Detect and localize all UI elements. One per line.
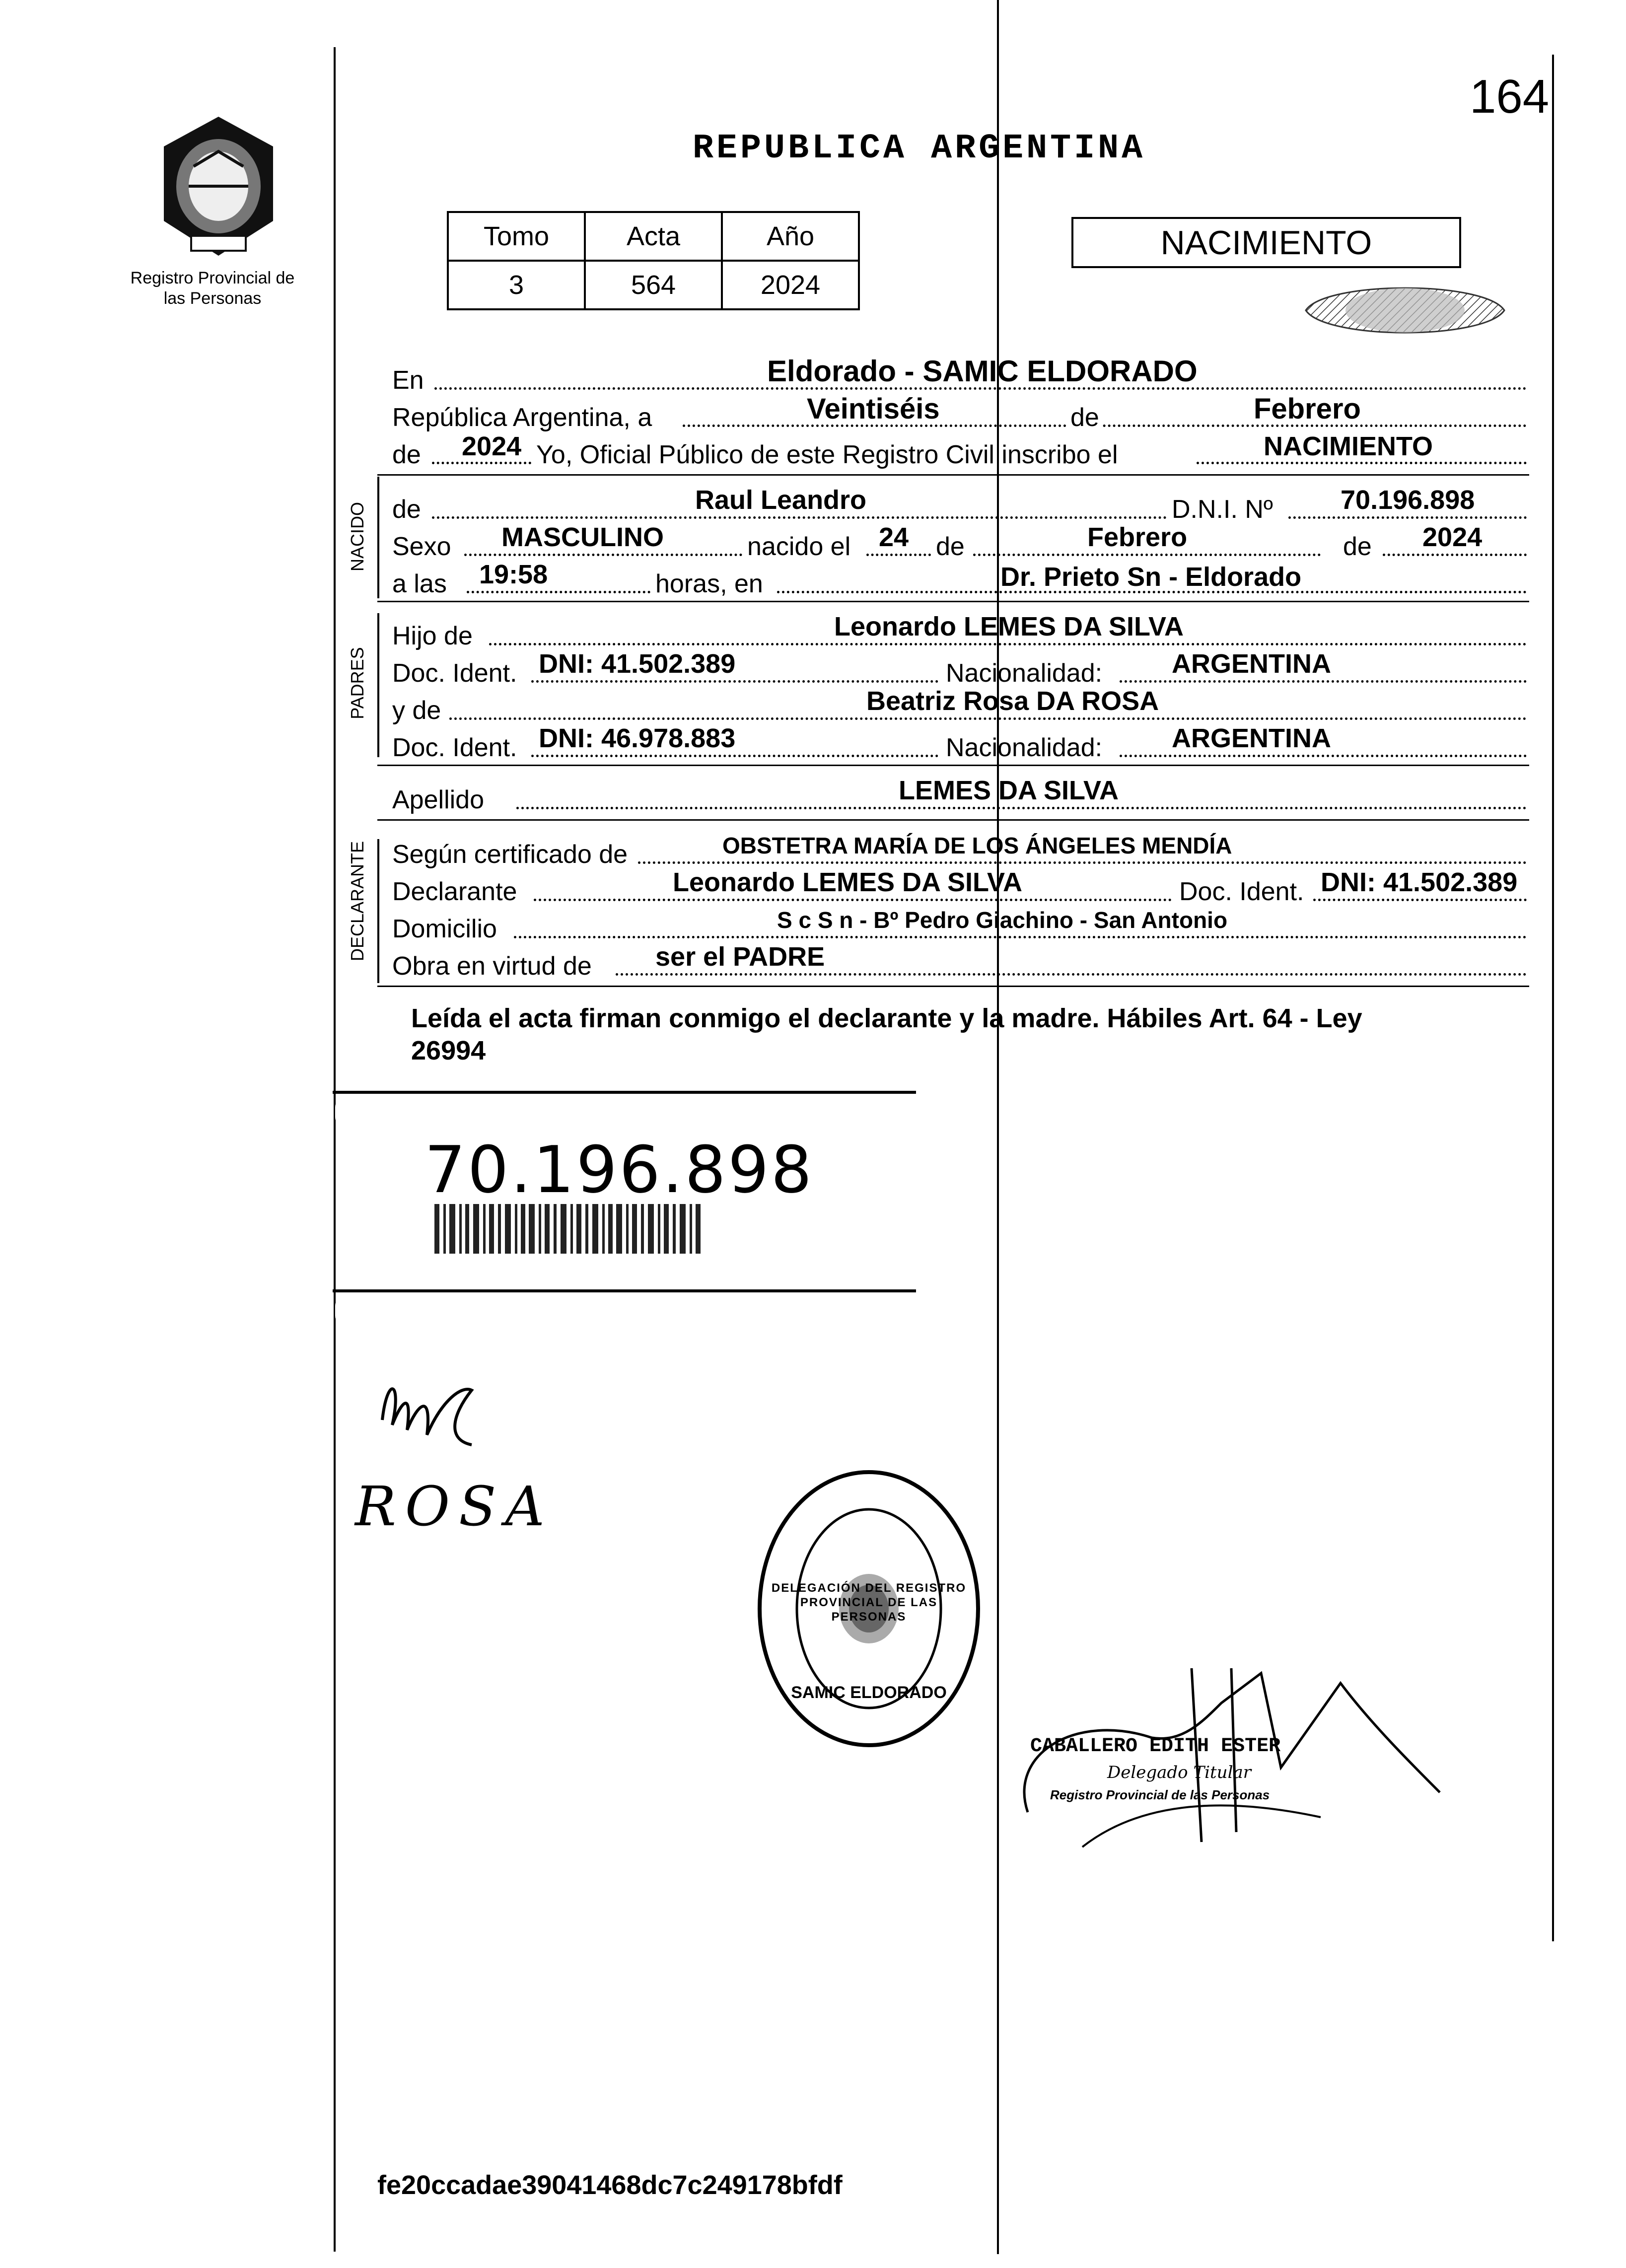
- padres-bracket: [377, 613, 379, 757]
- logo-label: Registro Provincial de las Personas: [130, 269, 295, 308]
- official-office: Registro Provincial de las Personas: [1050, 1787, 1270, 1802]
- name-dots: [432, 516, 1167, 519]
- birth-day-dots: [866, 554, 931, 556]
- table-header-acta: Acta: [585, 212, 722, 261]
- rule-4: [377, 819, 1529, 821]
- birth-place-value: Dr. Prieto Sn - Eldorado: [1000, 562, 1302, 592]
- sticker-mark-7: R: [365, 1297, 385, 1327]
- birth-day-value: 24: [879, 522, 909, 552]
- address-value: S c S n - Bº Pedro Giachino - San Antonio: [777, 907, 1228, 933]
- father-doc-dots: [531, 680, 938, 683]
- mother-nationality-value: ARGENTINA: [1172, 723, 1331, 753]
- surname-value: LEMES DA SILVA: [899, 776, 1119, 805]
- born-label: nacido el: [747, 532, 851, 561]
- year-dots: [432, 462, 531, 464]
- name-value: Raul Leandro: [695, 485, 867, 515]
- sex-dots: [464, 554, 742, 556]
- by-virtue-value: ser el PADRE: [655, 942, 825, 972]
- mother-written-name: ROSA: [355, 1475, 554, 1538]
- table-value-acta: 564: [585, 261, 722, 309]
- registry-table: [447, 211, 860, 310]
- official-text: Yo, Oficial Público de este Registro Civil inscribo el: [536, 440, 1118, 469]
- de-label-3: de: [392, 495, 421, 524]
- mother-nationality-label: Nacionalidad:: [946, 733, 1103, 762]
- footer-hash: fe20ccadae39041468dc7c249178bfdf: [377, 2170, 843, 2200]
- declarant-doc-dots: [1313, 899, 1527, 901]
- de-label-5: de: [1343, 532, 1372, 561]
- father-value: Leonardo LEMES DA SILVA: [834, 612, 1184, 641]
- republic-label: República Argentina, a: [392, 403, 652, 432]
- section-nacido: NACIDO: [347, 502, 367, 572]
- address-label: Domicilio: [392, 915, 497, 943]
- doc-type-box: NACIMIENTO: [1071, 217, 1461, 268]
- center-fold-line: [997, 0, 999, 2254]
- mother-doc-dots: [531, 755, 938, 757]
- mother-signature: [372, 1360, 521, 1450]
- table-value-ano: 2024: [722, 261, 859, 309]
- table-header-tomo: Tomo: [448, 212, 585, 261]
- declarant-doc-label: Doc. Ident.: [1179, 877, 1304, 906]
- place-value: Eldorado - SAMIC ELDORADO: [767, 354, 1198, 388]
- declarant-label: Declarante: [392, 877, 517, 906]
- at-label: a las: [392, 569, 447, 598]
- sticker-number: 70.196.898: [424, 1132, 814, 1207]
- year-value: 2024: [462, 431, 522, 461]
- rule-3: [377, 765, 1529, 766]
- page-number: 164: [1470, 70, 1550, 123]
- sticker-mark-5: R: [742, 1098, 762, 1128]
- cert-value: OBSTETRA MARÍA DE LOS ÁNGELES MENDÍA: [722, 833, 1232, 858]
- surname-dots: [516, 807, 1527, 809]
- dni-label: D.N.I. Nº: [1172, 495, 1273, 524]
- de-label-4: de: [936, 532, 965, 561]
- sticker-mark-11: R: [742, 1297, 762, 1327]
- and-label: y de: [392, 696, 441, 725]
- rule-1: [377, 474, 1529, 476]
- day-words-value: Veintiséis: [807, 393, 940, 425]
- section-declarante: DECLARANTE: [347, 841, 367, 961]
- hours-label: horas, en: [655, 569, 763, 598]
- closing-text-2: 26994: [411, 1036, 486, 1065]
- closing-text: Leída el acta firman conmigo el declarante y la madre. Hábiles Art. 64 - Ley: [411, 1003, 1362, 1033]
- stamp-ring-text: DELEGACIÓN DEL REGISTRO PROVINCIAL DE LAS PERSONAS: [771, 1581, 967, 1624]
- sticker-mark-4: R: [648, 1098, 668, 1128]
- official-role: Delegado Titular: [1107, 1763, 1251, 1782]
- father-dots: [489, 643, 1527, 645]
- official-name: CABALLERO EDITH ESTER: [1030, 1735, 1281, 1758]
- father-nationality-label: Nacionalidad:: [946, 659, 1103, 688]
- birth-month-value: Febrero: [1087, 522, 1188, 552]
- sticker-mark-8: R: [459, 1297, 479, 1327]
- security-stamp: [1296, 271, 1514, 350]
- country-title: REPUBLICA ARGENTINA: [693, 129, 1146, 168]
- sticker-mark-3: R: [554, 1098, 573, 1128]
- declarante-bracket: [377, 839, 379, 983]
- province-logo: [144, 112, 293, 261]
- sex-value: MASCULINO: [501, 522, 664, 552]
- sex-label: Sexo: [392, 532, 451, 561]
- section-padres: PADRES: [347, 647, 367, 719]
- sticker-mark-6: R: [837, 1098, 856, 1128]
- father-doc-value: DNI: 41.502.389: [539, 649, 736, 679]
- rule-2: [377, 601, 1529, 602]
- declarant-doc-value: DNI: 41.502.389: [1321, 867, 1518, 897]
- birth-year-dots: [1383, 554, 1527, 556]
- mother-doc-label: Doc. Ident.: [392, 733, 517, 762]
- father-nationality-value: ARGENTINA: [1172, 649, 1331, 679]
- birth-month-dots: [973, 554, 1321, 556]
- mother-nationality-dots: [1120, 755, 1527, 757]
- nacido-bracket: [377, 477, 379, 598]
- father-nationality-dots: [1120, 680, 1527, 683]
- sticker-mark-10: R: [648, 1297, 668, 1327]
- by-virtue-dots: [616, 973, 1527, 976]
- mother-dots: [449, 717, 1527, 720]
- de-label-2: de: [392, 440, 421, 469]
- sticker-mark-12: R: [837, 1297, 856, 1327]
- dni-value: 70.196.898: [1341, 485, 1475, 515]
- address-dots: [514, 936, 1527, 938]
- mother-doc-value: DNI: 46.978.883: [539, 723, 736, 753]
- declarant-dots: [534, 899, 1172, 901]
- sticker-mark-9: R: [554, 1297, 573, 1327]
- de-label-1: de: [1067, 405, 1102, 430]
- stamp-inner-text: SAMIC ELDORADO: [791, 1683, 947, 1702]
- table-value-tomo: 3: [448, 261, 585, 309]
- birth-year-value: 2024: [1422, 522, 1483, 552]
- en-label: En: [392, 366, 424, 395]
- time-dots: [467, 591, 650, 593]
- mother-value: Beatriz Rosa DA ROSA: [866, 686, 1159, 716]
- dni-dots: [1288, 516, 1527, 519]
- event-dots: [1197, 462, 1527, 464]
- declarant-value: Leonardo LEMES DA SILVA: [673, 867, 1023, 897]
- cert-dots: [638, 861, 1527, 864]
- rule-5: [377, 986, 1529, 987]
- table-header-ano: Año: [722, 212, 859, 261]
- surname-label: Apellido: [392, 785, 485, 814]
- sticker-mark-1: R: [365, 1098, 385, 1128]
- sticker-mark-2: R: [459, 1098, 479, 1128]
- event-value: NACIMIENTO: [1264, 431, 1433, 461]
- time-value: 19:58: [479, 560, 548, 589]
- month-value: Febrero: [1254, 393, 1361, 425]
- father-doc-label: Doc. Ident.: [392, 659, 517, 688]
- by-virtue-label: Obra en virtud de: [392, 952, 592, 981]
- cert-label: Según certificado de: [392, 840, 628, 869]
- son-of-label: Hijo de: [392, 622, 473, 650]
- right-margin-line: [1552, 55, 1554, 1941]
